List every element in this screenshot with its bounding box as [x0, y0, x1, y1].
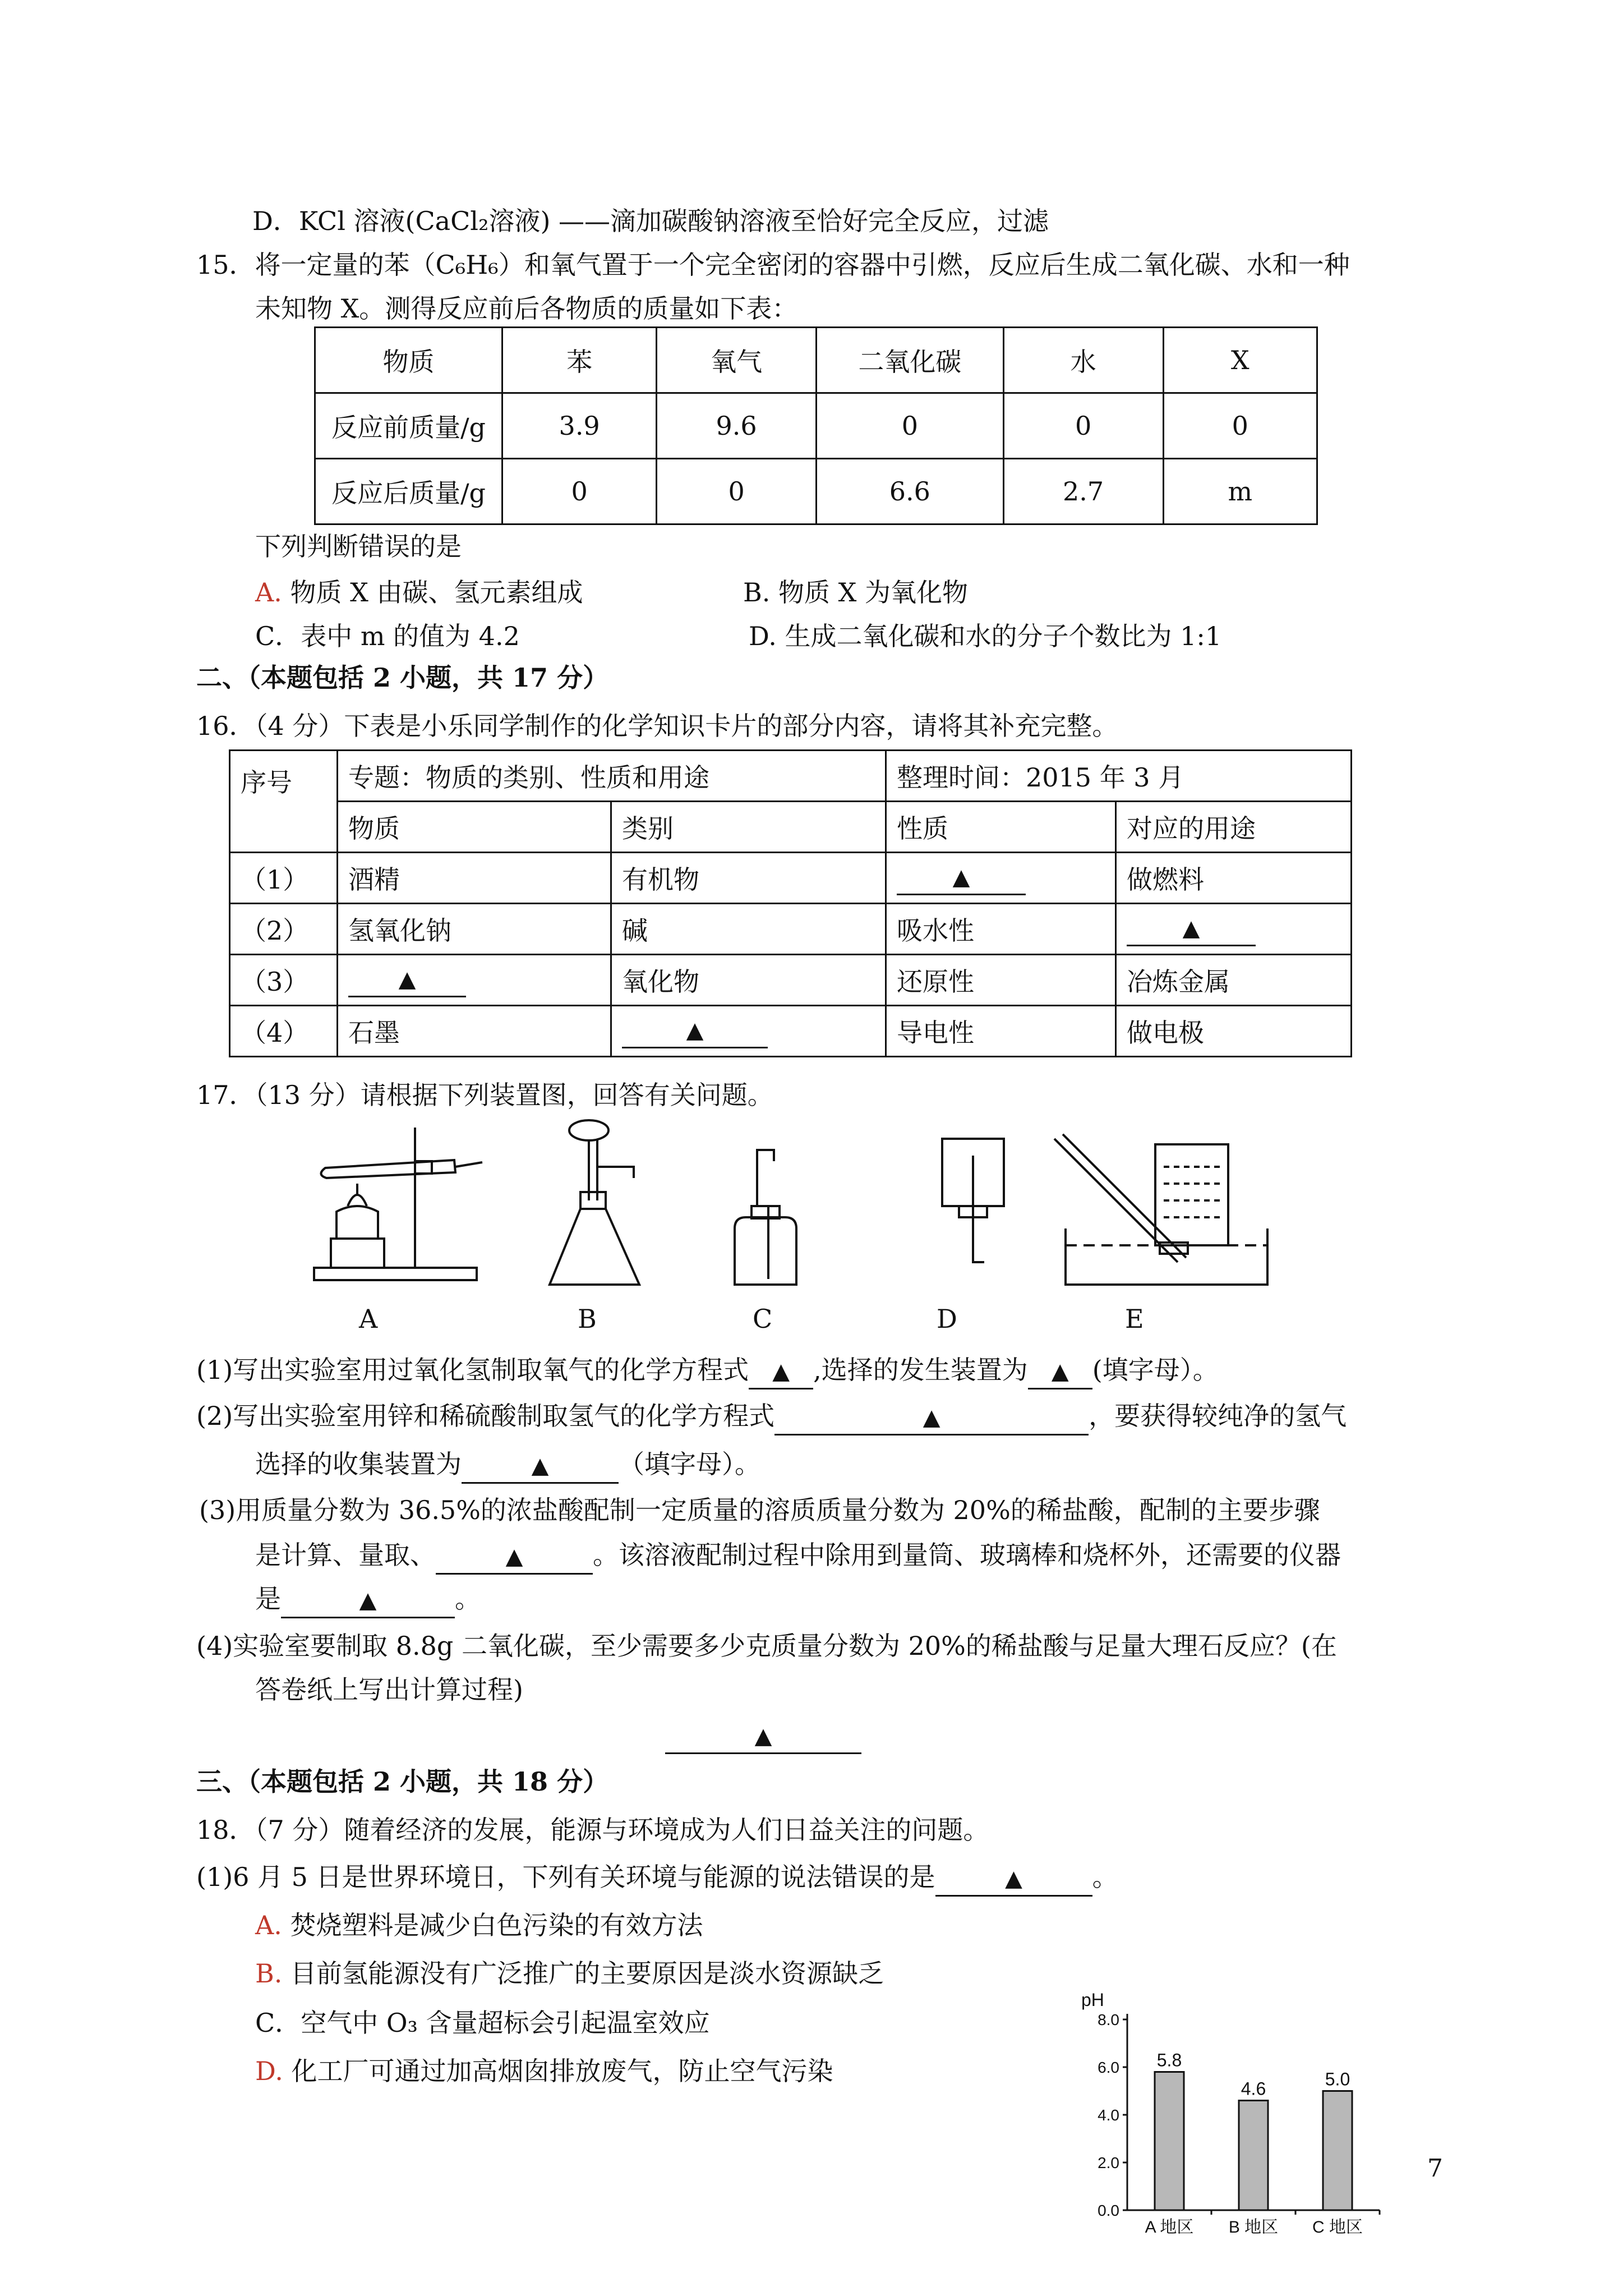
option-text: 物质 X 由碳、氢元素组成	[282, 577, 583, 608]
table-cell: （3）	[230, 955, 338, 1006]
apparatus-b	[550, 1120, 639, 1285]
q17-part3-line3	[255, 1582, 481, 1618]
table-cell: 反应前质量/g	[315, 393, 502, 459]
table-cell: 6.6	[817, 459, 1004, 524]
q17-part2-cont	[255, 1447, 760, 1484]
q17-part3-text: 。	[455, 1584, 481, 1614]
apparatus-a	[314, 1128, 482, 1280]
chart-ticks	[1098, 2011, 1127, 2219]
table-cell: 还原性	[886, 955, 1116, 1006]
table-header-cell: 类别	[611, 802, 886, 853]
q17-part3-text: 是	[255, 1584, 281, 1614]
q18-part1-text: (1)6 月 5 日是世界环境日，下列有关环境与能源的说法错误的是	[196, 1862, 935, 1892]
q17-part2-text: (2)写出实验室用锌和稀硫酸制取氢气的化学方程式	[196, 1401, 775, 1431]
q15-option-a	[255, 576, 583, 609]
q17-part3-line1: (3)用质量分数为 36.5%的浓盐酸配制一定质量的溶质质量分数为 20%的稀盐酸，配制的主要步骤	[199, 1495, 1320, 1525]
table-cell: 氧化物	[611, 955, 886, 1006]
table-header-cell: 氧气	[657, 328, 817, 393]
chart-categories	[1145, 2210, 1380, 2237]
q17-part1-text: (填字母）。	[1092, 1355, 1219, 1385]
answer-blank[interactable]: ▲	[462, 1450, 619, 1484]
chart-bar	[1155, 2072, 1184, 2211]
q18-stem: 18．（7 分）随着经济的发展，能源与环境成为人们日益关注的问题。	[196, 1815, 989, 1845]
q17-part2-text: ，要获得较纯净的氢气	[1089, 1401, 1347, 1431]
y-tick-label: 2.0	[1098, 2154, 1119, 2171]
q17-part3-text: 。该溶液配制过程中除用到量筒、玻璃棒和烧杯外，还需要的仪器	[593, 1540, 1341, 1570]
answer-blank[interactable]: ▲	[348, 963, 466, 997]
table-row	[230, 904, 1352, 955]
q15-mass-table	[314, 326, 1318, 525]
q15-stem-line2: 未知物 X。测得反应前后各物质的质量如下表：	[255, 293, 798, 324]
option-text: 目前氢能源没有广泛推广的主要原因是淡水资源缺乏	[282, 1958, 884, 1989]
q15-ask: 下列判断错误的是	[255, 531, 462, 562]
page-number: 7	[1427, 2154, 1443, 2183]
table-cell: 3.9	[502, 393, 657, 459]
table-cell: 0	[1163, 393, 1317, 459]
q17-part3-line2	[255, 1538, 1341, 1575]
q18-part1	[196, 1860, 1118, 1897]
table-header-cell: 对应的用途	[1116, 802, 1352, 853]
chart-bar	[1239, 2101, 1268, 2211]
bar-value-label: 4.6	[1241, 2078, 1266, 2099]
ph-bar-chart	[1066, 1986, 1402, 2255]
table-cell: 0	[817, 393, 1004, 459]
q18-option-a	[255, 1908, 703, 1942]
table-header-cell: 二氧化碳	[817, 328, 1004, 393]
q18-option-b	[255, 1957, 884, 1990]
table-cell: （4）	[230, 1006, 338, 1057]
x-category-label: B 地区	[1228, 2218, 1279, 2237]
table-row	[315, 393, 1317, 459]
option-text: 化工厂可通过加高烟囱排放废气，防止空气污染	[283, 2056, 833, 2086]
table-cell: 做电极	[1116, 1006, 1352, 1057]
table-cell: 0	[502, 459, 657, 524]
apparatus-e	[1054, 1134, 1267, 1285]
answer-blank[interactable]: ▲	[281, 1584, 455, 1618]
table-row	[230, 955, 1352, 1006]
chart-ylabel: pH	[1081, 1990, 1104, 2010]
option-letter: A.	[255, 1910, 282, 1940]
table-cell: 反应后质量/g	[315, 459, 502, 524]
x-category-label: C 地区	[1312, 2218, 1363, 2237]
q18-part1-text: 。	[1092, 1862, 1118, 1892]
table-cell	[1116, 904, 1352, 955]
q17-stem: 17．（13 分）请根据下列装置图，回答有关问题。	[196, 1080, 773, 1110]
bar-value-label: 5.8	[1156, 2050, 1182, 2070]
table-cell: m	[1163, 459, 1317, 524]
option-text: 焚烧塑料是减少白色污染的有效方法	[282, 1910, 703, 1940]
q18-option-d	[255, 2054, 833, 2088]
table-cell: 0	[1003, 393, 1163, 459]
apparatus-label-c: C	[753, 1304, 773, 1334]
q17-part2-text: 选择的收集装置为	[255, 1449, 462, 1479]
q17-part1	[196, 1353, 1219, 1389]
table-cell	[338, 955, 611, 1006]
table-cell: （2）	[230, 904, 338, 955]
section-3-heading: 三、（本题包括 2 小题，共 18 分）	[196, 1766, 609, 1797]
table-row	[315, 328, 1317, 393]
apparatus-c	[735, 1150, 796, 1285]
q17-part1-text: (1)写出实验室用过氧化氢制取氧气的化学方程式	[196, 1355, 749, 1385]
apparatus-label-e: E	[1125, 1304, 1144, 1334]
table-cell: 做燃料	[1116, 853, 1352, 904]
table-header-cell: 专题：物质的类别、性质和用途	[338, 751, 886, 802]
section-2-heading: 二、（本题包括 2 小题，共 17 分）	[196, 662, 609, 693]
table-cell: 导电性	[886, 1006, 1116, 1057]
answer-blank[interactable]: ▲	[436, 1540, 593, 1575]
table-cell: 碱	[611, 904, 886, 955]
x-category-label: A 地区	[1145, 2218, 1194, 2237]
q17-part4-line1: (4)实验室要制取 8.8g 二氧化碳，至少需要多少克质量分数为 20%的稀盐酸与足量大理石反应？(在	[196, 1631, 1337, 1661]
table-cell	[611, 1006, 886, 1057]
q17-part2	[196, 1399, 1347, 1435]
y-tick-label: 4.0	[1098, 2106, 1119, 2124]
table-header-cell: 整理时间：2015 年 3 月	[886, 751, 1352, 802]
table-cell: 吸水性	[886, 904, 1116, 955]
q17-part1-text: ,选择的发生装置为	[813, 1355, 1028, 1385]
answer-blank[interactable]: ▲	[1127, 912, 1256, 946]
table-header-cell: 性质	[886, 802, 1116, 853]
answer-blank[interactable]: ▲	[749, 1355, 813, 1389]
answer-blank[interactable]: ▲	[774, 1401, 1089, 1435]
table-cell: （1）	[230, 853, 338, 904]
answer-blank[interactable]: ▲	[897, 861, 1026, 895]
y-tick-label: 8.0	[1098, 2011, 1119, 2028]
option-letter: B.	[255, 1958, 283, 1989]
q15-option-c: C．表中 m 的值为 4.2	[255, 621, 520, 651]
q15-stem-line1: 15．将一定量的苯（C₆H₆）和氧气置于一个完全密闭的容器中引燃，反应后生成二氧化碳、水和一种	[196, 250, 1350, 280]
option-letter: D.	[255, 2056, 283, 2086]
apparatus-label-a: A	[359, 1304, 378, 1334]
table-row	[230, 1006, 1352, 1057]
answer-blank[interactable]: ▲	[1028, 1355, 1092, 1389]
q17-part3-text: 是计算、量取、	[255, 1540, 436, 1570]
chart-bars	[1155, 2050, 1352, 2211]
table-cell	[886, 853, 1116, 904]
table-header-cell: X	[1163, 328, 1317, 393]
answer-blank[interactable]: ▲	[622, 1014, 768, 1048]
apparatus-label-d: D	[937, 1304, 957, 1334]
table-row	[230, 751, 1352, 802]
q17-part4-line2: 答卷纸上写出计算过程)	[255, 1674, 523, 1705]
table-cell: 9.6	[657, 393, 817, 459]
q17-part2-text: （填字母）。	[619, 1449, 760, 1479]
apparatus-d	[942, 1139, 1004, 1262]
table-cell: 氢氧化钠	[338, 904, 611, 955]
y-tick-label: 6.0	[1098, 2059, 1119, 2076]
answer-blank[interactable]: ▲	[665, 1720, 861, 1754]
lab-apparatus-diagram	[303, 1116, 1290, 1301]
q17-part4-answer	[665, 1718, 861, 1754]
table-cell: 2.7	[1003, 459, 1163, 524]
table-cell: 0	[657, 459, 817, 524]
q16-stem: 16．（4 分）下表是小乐同学制作的化学知识卡片的部分内容，请将其补充完整。	[196, 711, 1118, 741]
table-header-cell: 物质	[338, 802, 611, 853]
table-header-cell: 序号	[230, 751, 338, 853]
bar-value-label: 5.0	[1325, 2069, 1350, 2090]
table-header-cell: 物质	[315, 328, 502, 393]
table-row	[315, 459, 1317, 524]
option-letter: A.	[255, 577, 282, 608]
answer-blank[interactable]: ▲	[935, 1862, 1092, 1897]
table-header-cell: 水	[1003, 328, 1163, 393]
table-cell: 石墨	[338, 1006, 611, 1057]
q16-knowledge-card-table	[229, 749, 1352, 1057]
table-cell: 冶炼金属	[1116, 955, 1352, 1006]
q15-option-b: B. 物质 X 为氧化物	[743, 577, 969, 608]
apparatus-label-b: B	[578, 1304, 597, 1334]
table-row	[230, 853, 1352, 904]
table-cell: 酒精	[338, 853, 611, 904]
table-cell: 有机物	[611, 853, 886, 904]
y-tick-label: 0.0	[1098, 2202, 1119, 2219]
table-header-cell: 苯	[502, 328, 657, 393]
chart-bar	[1323, 2091, 1352, 2211]
q14-option-d: D．KCl 溶液(CaCl₂溶液) ——滴加碳酸钠溶液至恰好完全反应，过滤	[252, 206, 1049, 236]
q15-option-d: D. 生成二氧化碳和水的分子个数比为 1:1	[749, 621, 1222, 651]
q18-option-c: C．空气中 O₃ 含量超标会引起温室效应	[255, 2008, 710, 2038]
table-row	[230, 802, 1352, 853]
